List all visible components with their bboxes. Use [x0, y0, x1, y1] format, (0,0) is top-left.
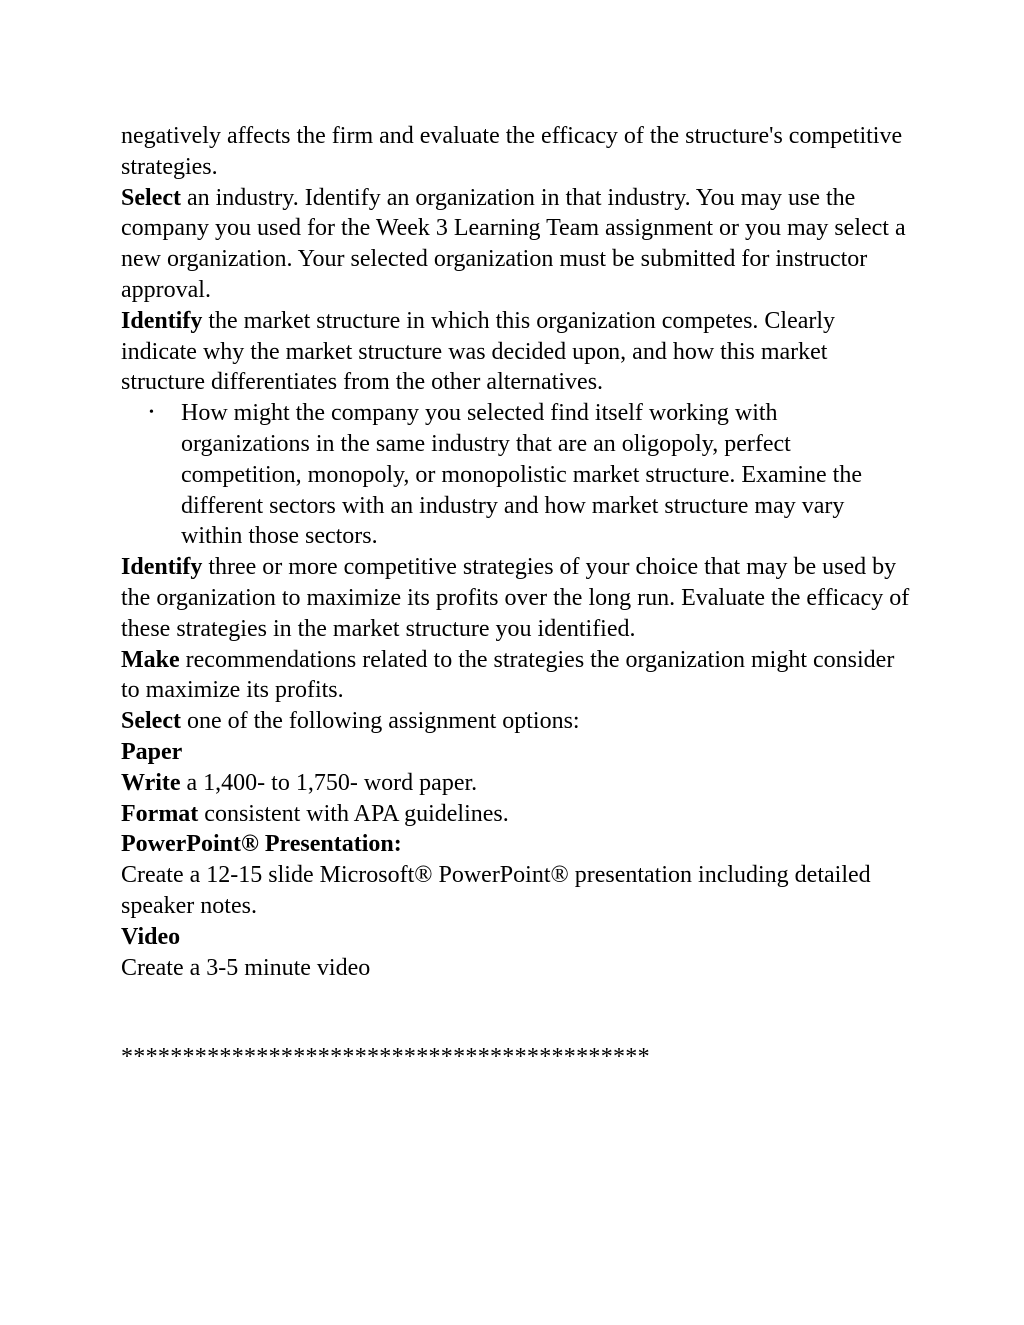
- bullet-text: How might the company you selected find itself working with organizations in the same industry that are an oligopoly, perfect competition, monopoly, or monopolistic market structure. Examine the different sectors with an industry and how market structure may vary within those sectors.: [181, 400, 862, 550]
- select-keyword: Select: [121, 708, 181, 735]
- identify-structure-paragraph: [121, 306, 911, 398]
- select-option-paragraph: [121, 706, 911, 737]
- format-keyword: Format: [121, 800, 199, 827]
- make-keyword: Make: [121, 646, 180, 673]
- video-heading-text: Video: [121, 923, 181, 950]
- identify-structure-text: the market structure in which this organization competes. Clearly indicate why the market structure was decided upon, and how this market structure differentiates from the other alternatives.: [121, 307, 836, 396]
- document-page: [121, 121, 911, 1073]
- identify-strategies-text: three or more competitive strategies of your choice that may be used by the organization to maximize its profits over the long run. Evaluate the efficacy of these strategies in the market structure you identified.: [121, 554, 910, 642]
- make-text: recommendations related to the strategies the organization might consider to maximize its profits.: [121, 646, 895, 704]
- bullet-icon: •: [149, 405, 154, 421]
- select-industry-paragraph: [121, 183, 911, 306]
- select-industry-text: an industry. Identify an organization in that industry. You may use the company you used for the Week 3 Learning Team assignment or you may select a new organization. Your selected organization must be submitted for instructor approval.: [121, 184, 906, 303]
- intro-paragraph: negatively affects the firm and evaluate the efficacy of the structure's competitive strategies.: [121, 123, 903, 180]
- make-paragraph: [121, 645, 911, 707]
- asterisk-divider: *******************************************: [121, 1044, 650, 1071]
- ppt-heading: [121, 829, 911, 860]
- ppt-paragraph: Create a 12-15 slide Microsoft® PowerPoint® presentation including detailed speaker notes.: [121, 862, 871, 919]
- format-paragraph: [121, 799, 911, 830]
- select-option-text: one of the following assignment options:: [180, 708, 580, 735]
- identify-keyword: Identify: [121, 554, 203, 581]
- video-paragraph: Create a 3-5 minute video: [121, 954, 371, 981]
- paper-heading-text: Paper: [121, 738, 183, 765]
- write-keyword: Write: [121, 769, 181, 796]
- write-paragraph: [121, 768, 911, 799]
- identify-strategies-paragraph: [121, 552, 911, 644]
- list-item: [149, 398, 911, 552]
- write-text: a 1,400- to 1,750- word paper.: [180, 769, 478, 796]
- format-text: consistent with APA guidelines.: [198, 800, 509, 827]
- ppt-heading-text: PowerPoint® Presentation:: [121, 831, 402, 858]
- paper-heading: [121, 737, 911, 768]
- bullet-list: [121, 398, 911, 552]
- video-heading: [121, 922, 911, 953]
- identify-keyword: Identify: [121, 307, 203, 334]
- select-keyword: Select: [121, 184, 181, 211]
